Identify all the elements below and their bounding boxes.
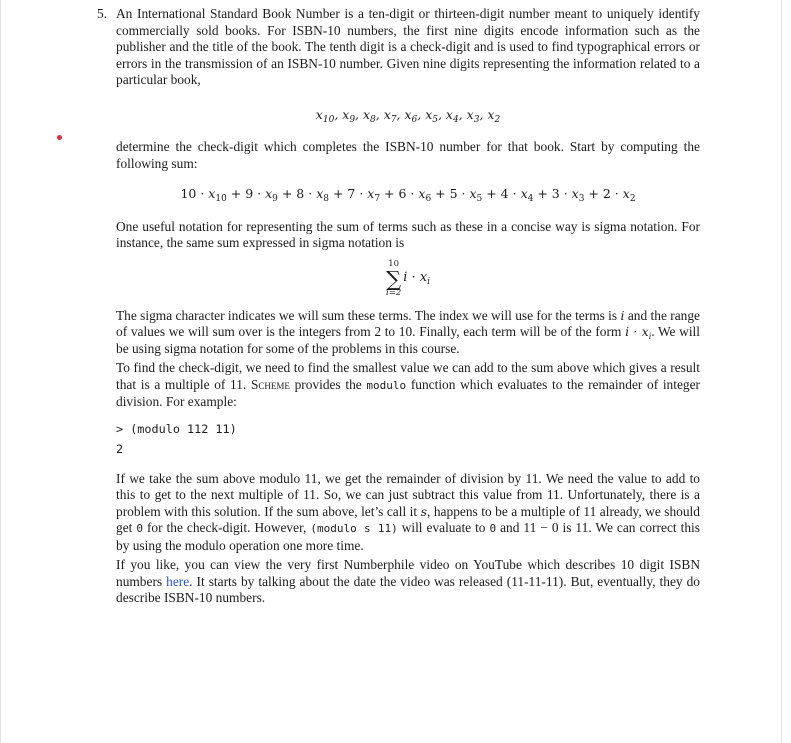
page-left-edge [0, 0, 1, 743]
modulo-paragraph: To find the check-digit, we need to find the smallest value we can add to the sum above which gives a result that is a multiple of 11. Scheme provides the modulo function which evaluates to the remainder of integer division. For example: [116, 360, 700, 409]
sigma-explanation-paragraph: The sigma character indicates we will sum these terms. The index we will use for the terms is i and the range of values we will sum over is the integers from 2 to 10. Finally, each term will be of the form $i \cdot x_i$. We will be using sigma notation for some of the problems in this course. [116, 307, 700, 356]
page-right-edge [781, 0, 782, 743]
term-form: i · x [625, 324, 649, 339]
sigma-intro-paragraph: One useful notation for representing the sum of terms such as these in a concise way is sigma notation. For instance, the same sum expressed in sigma notation is [116, 218, 700, 250]
sigma-symbol: ∑ [386, 266, 402, 291]
intro-paragraph: An International Standard Book Number is a ten-digit or thirteen-digit number meant to uniquely identify commercially sold books. For ISBN-10 numbers, the first nine digits encode information such as the publisher and the title of the book. The tenth digit is a check-digit and is used to find typographical errors or errors in the transmission of an ISBN-10 number. Given nine digits representing the information related to a particular book, [116, 6, 700, 87]
problem-5 [97, 6, 700, 610]
code-result: 2 [116, 441, 124, 456]
remainder-paragraph: If we take the sum above modulo 11, we get the remainder of division by 11. We need the value to add to this to get to the next multiple of 11. So, we can just subtract this value from 11. Unfortunately, there is a problem with this solution. If the sum above, let’s call it s, happens to be a multiple of 11 already, we should get 0 for the check-digit. However, (modulo s 11) will evaluate to 0 and 11 − 0 is 11. We can correct this by using the modulo operation one more time. [116, 470, 700, 553]
scheme-name: Scheme [250, 376, 290, 392]
index-variable: i [620, 307, 625, 323]
problem-body [116, 6, 700, 607]
sigma-term: $i \cdot x_i$ [403, 270, 431, 288]
weighted-sum-expression: $10 \cdot x_{10} + 9 \cdot x_9 + 8 \cdot x_8 + 7 \cdot x_7 + 6 \cdot x_6 + 5 \cdot x_5 + 4 \cdot x_4 + 3 \cdot x_3 + 2 \cdot x_2$ [180, 186, 636, 204]
problem-number: 5. [97, 6, 108, 21]
video-link[interactable]: here [166, 573, 190, 589]
digit-sequence: $x_{10}$, $x_9$, $x_8$, $x_7$, $x_6$, $x_5$, $x_4$, $x_3$, $x_2$ [315, 106, 501, 125]
video-paragraph: If you like, you can view the very first Numberphile video on YouTube which describes 10 digit ISBN numbers here. It starts by talking about the date the video was released (11-11-11). But, eventually, they do describe ISBN-10 numbers. [116, 557, 700, 605]
sigma-upper-limit: 10 [388, 258, 400, 269]
sigma-lower-limit: i=2 [385, 287, 402, 298]
code-prompt: > (modulo 112 11) [116, 421, 237, 436]
sum-variable: s [420, 503, 428, 519]
sigma-expression [116, 260, 700, 298]
red-dot-marker [57, 135, 62, 140]
instruction-paragraph: determine the check-digit which completes the ISBN-10 number for that book. Start by computing the following sum: [116, 139, 700, 171]
code-example [116, 419, 700, 459]
modulo-keyword: modulo [366, 378, 407, 392]
modulo-code: (modulo s 11) [310, 522, 398, 535]
